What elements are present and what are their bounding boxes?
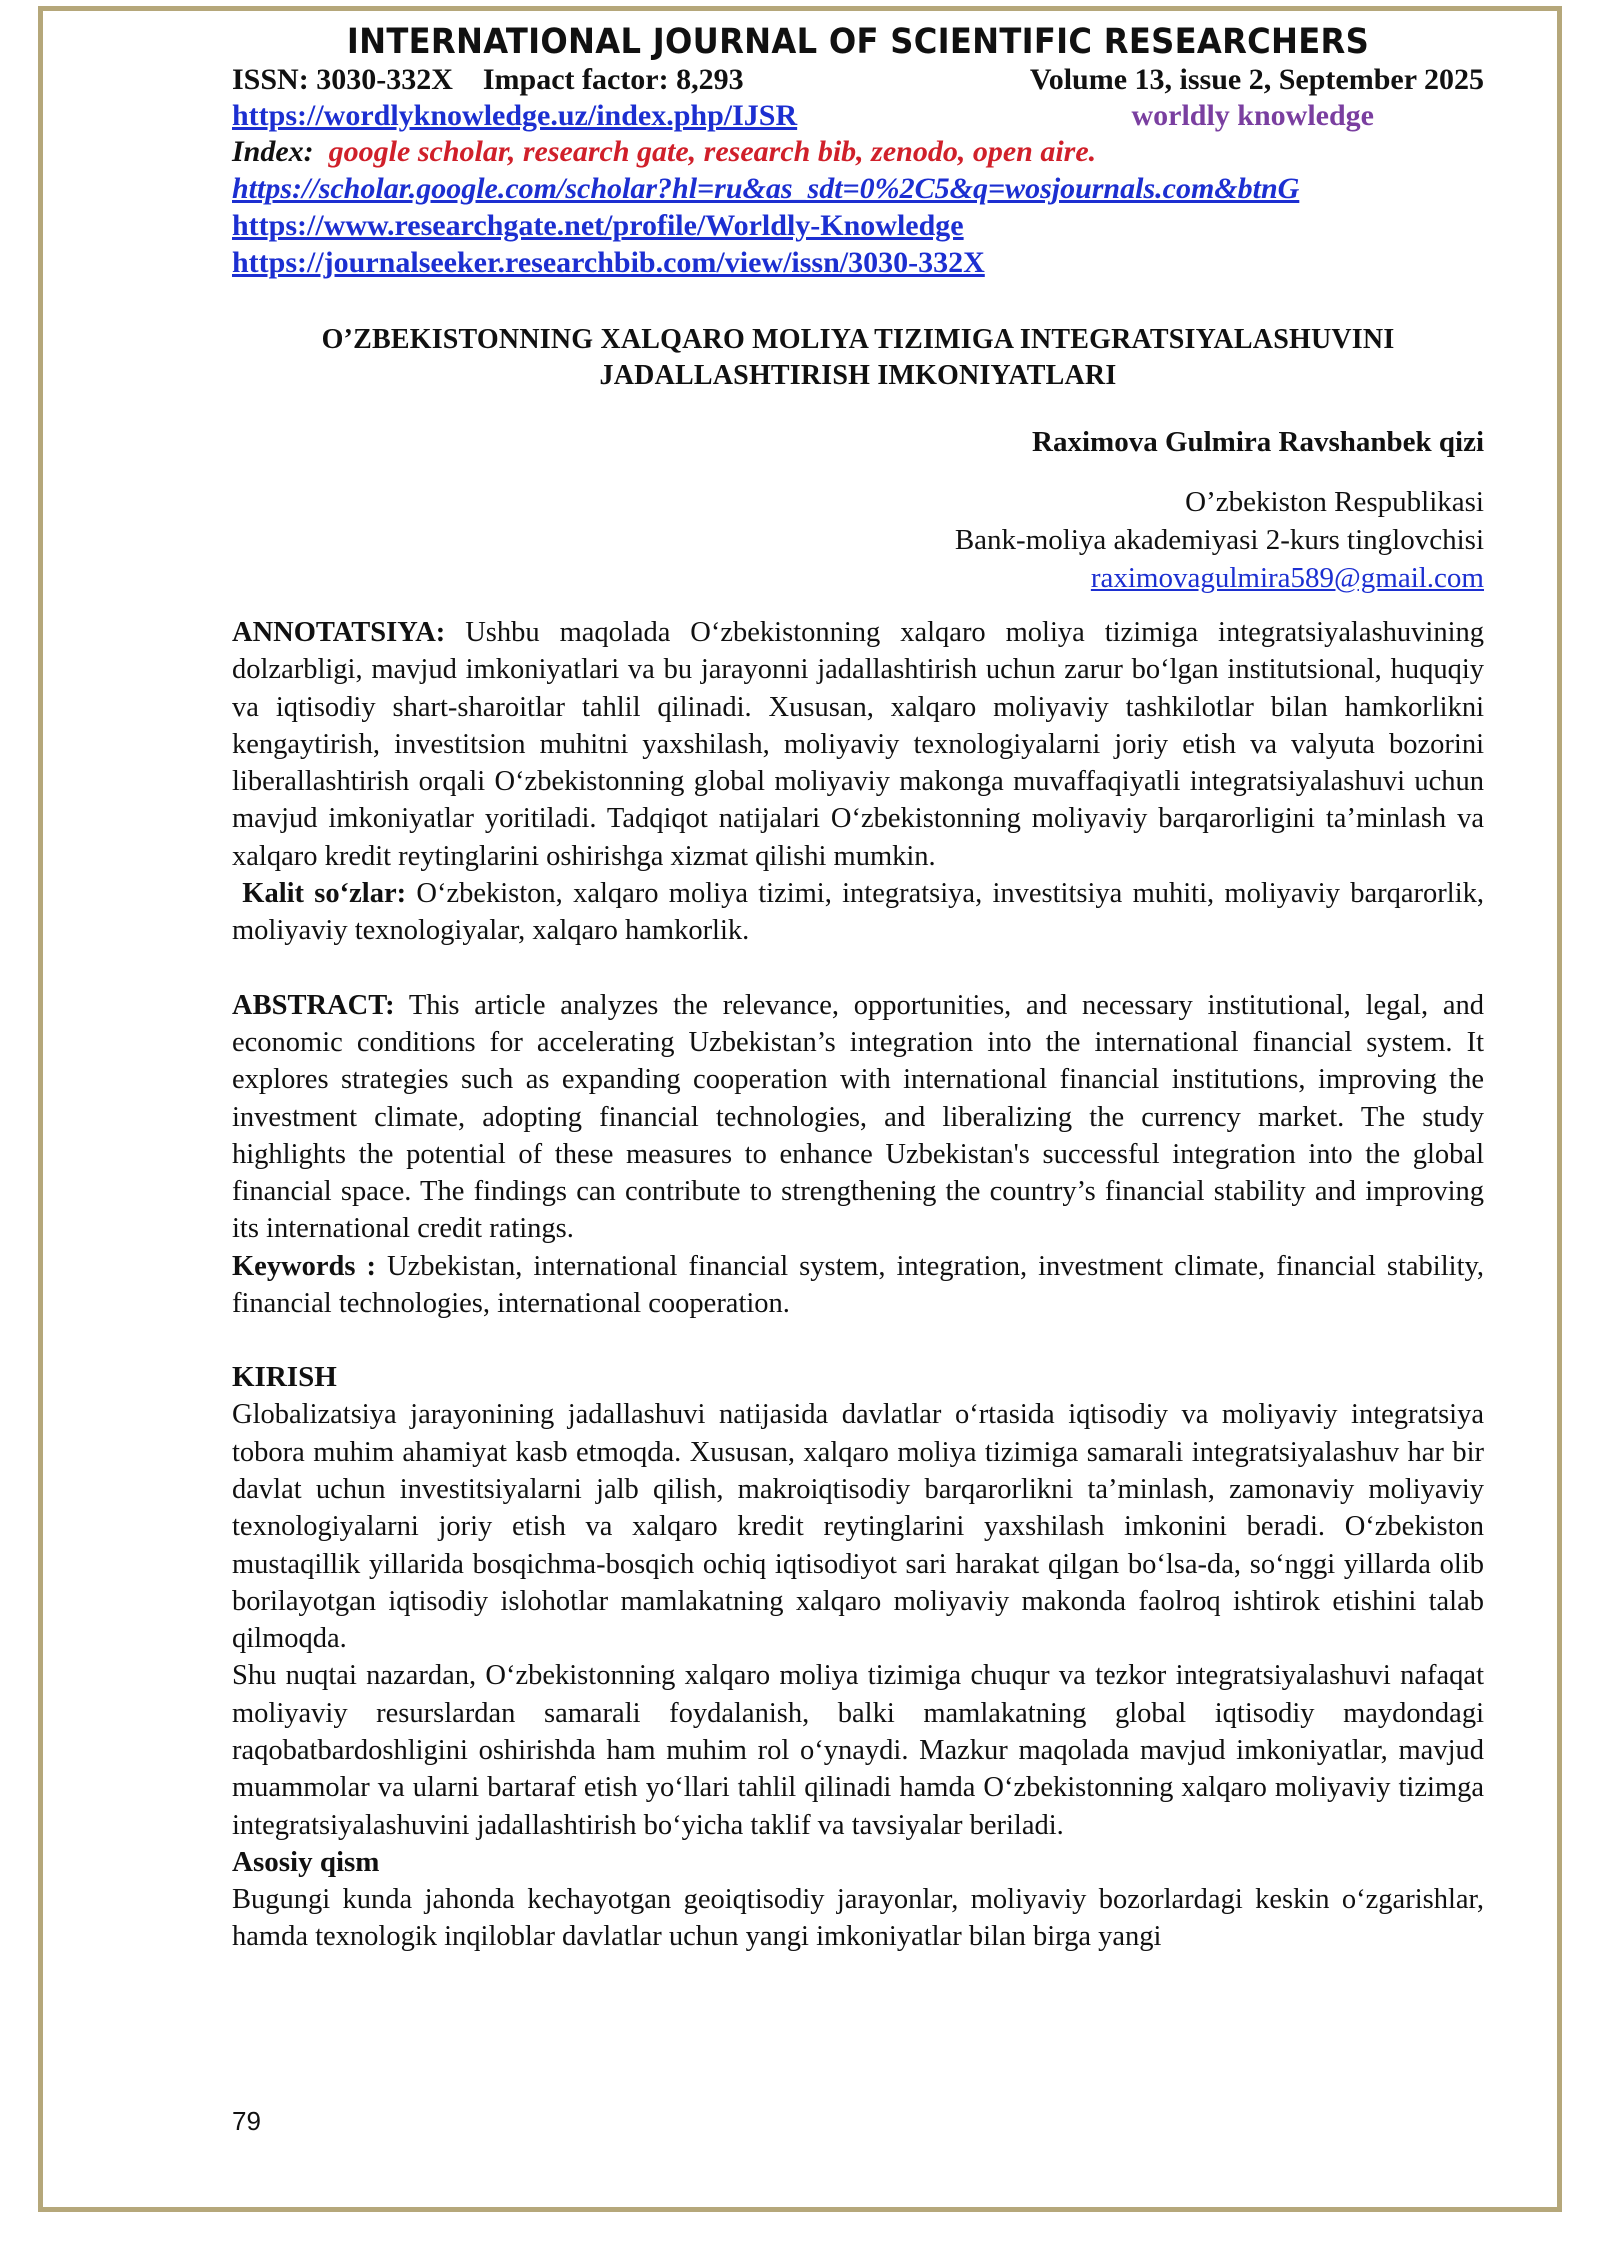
index-label: Index: bbox=[232, 135, 314, 168]
scholar-link[interactable]: https://scholar.google.com/scholar?hl=ru&as_sdt=0%2C5&q=wosjournals.com&btnG bbox=[232, 172, 1300, 205]
keywords-paragraph bbox=[232, 1248, 1484, 1323]
annotatsiya-paragraph bbox=[232, 614, 1484, 875]
affiliation-institution: Bank-moliya akademiyasi 2-kurs tinglovchisi bbox=[954, 524, 1484, 556]
journal-url-link[interactable]: https://wordlyknowledge.uz/index.php/IJSR bbox=[232, 99, 798, 132]
journal-meta-row bbox=[232, 62, 1484, 98]
annotatsiya-label: ANNOTATSIYA: bbox=[232, 617, 446, 648]
index-list: google scholar, research gate, research bib, zenodo, open aire. bbox=[328, 135, 1097, 168]
abstract-label: ABSTRACT: bbox=[232, 989, 395, 1021]
researchgate-link-line bbox=[232, 207, 1484, 244]
kirish-paragraph-1: Globalizatsiya jarayonining jadallashuvi natijasida davlatlar o‘rtasida iqtisodiy va moliyaviy integratsiya tobora muhim ahamiyat kasb etmoqda. Xususan, xalqaro moliya tizimiga samarali integratsiyalashuv har bir davlat uchun investitsiyalarni jalb qilish, makroiqtisodiy barqarorlikni ta’minlash, zamonaviy moliyaviy texnologiyalarni joriy etish va xalqaro kredit reytinglarini yaxshilash imkonini beradi. O‘zbekiston mustaqillik yillarida bosqichma-bosqich ochiq iqtisodiyot sari harakat qilgan bo‘lsa-da, so‘nggi yillarda olib borilayotgan iqtisodiy islohotlar mamlakatning xalqaro moliyaviy makonda faolroq ishtirok etishini talab qilmoqda. bbox=[232, 1399, 1484, 1655]
journal-url-row bbox=[232, 98, 1484, 134]
scholar-link-line bbox=[232, 170, 1484, 207]
paper-title-line1: O’ZBEKISTONNING XALQARO MOLIYA TIZIMIGA INTEGRATSIYALASHUVINI bbox=[321, 324, 1395, 355]
affiliation-country: O’zbekiston Respublikasi bbox=[1185, 486, 1484, 518]
journal-title: INTERNATIONAL JOURNAL OF SCIENTIFIC RESEARCHERS bbox=[346, 22, 1370, 62]
author-name: Raximova Gulmira Ravshanbek qizi bbox=[1032, 426, 1484, 458]
asosiy-qism-heading: Asosiy qism bbox=[232, 1845, 380, 1878]
keywords-text: Uzbekistan, international financial system, integration, investment climate, financial stability, financial technologies, international cooperation. bbox=[232, 1250, 1485, 1320]
kalit-sozlar-label: Kalit so‘zlar: bbox=[242, 878, 407, 910]
kalit-sozlar-paragraph bbox=[232, 875, 1484, 950]
affiliation bbox=[232, 483, 1484, 597]
kirish-heading: KIRISH bbox=[232, 1361, 337, 1394]
index-line bbox=[232, 134, 1484, 170]
page-content bbox=[232, 22, 1484, 1956]
page-number: 79 bbox=[232, 2106, 261, 2136]
researchbib-link[interactable]: https://journalseeker.researchbib.com/view/issn/3030-332X bbox=[232, 246, 985, 279]
paper-title bbox=[232, 322, 1484, 394]
volume-issue: Volume 13, issue 2, September 2025 bbox=[1029, 63, 1484, 96]
kalit-sozlar-text: O‘zbekiston, xalqaro moliya tizimi, integratsiya, investitsiya muhiti, moliyaviy barqarorlik, moliyaviy texnologiyalar, xalqaro hamkorlik. bbox=[232, 878, 1484, 947]
issn-impact: ISSN: 3030-332X Impact factor: 8,293 bbox=[232, 63, 744, 96]
asosiy-qism-paragraph-1: Bugungi kunda jahonda kechayotgan geoiqtisodiy jarayonlar, moliyaviy bozorlardagi keskin o‘zgarishlar, hamda texnologik inqiloblar davlatlar uchun yangi imkoniyatlar bilan birga yangi bbox=[232, 1883, 1484, 1953]
keywords-label: Keywords : bbox=[232, 1250, 377, 1282]
author-email-link[interactable]: raximovagulmira589@gmail.com bbox=[1090, 562, 1484, 594]
researchgate-link[interactable]: https://www.researchgate.net/profile/Worldly-Knowledge bbox=[232, 209, 964, 242]
publisher-name: worldly knowledge bbox=[1131, 99, 1374, 132]
annotatsiya-text: Ushbu maqolada O‘zbekistonning xalqaro moliya tizimiga integratsiyalashuvining dolzarbligi, mavjud imkoniyatlari va bu jarayonni jadallashtirish uchun zarur bo‘lgan institutsional, huquqiy va iqtisodiy shart-sharoitlar tahlil qilinadi. Xususan, xalqaro moliyaviy tashkilotlar bilan hamkorlikni kengaytirish, investitsion muhitni yaxshilash, moliyaviy texnologiyalarni joriy etish va valyuta bozorini liberallashtirish orqali O‘zbekistonning global moliyaviy makonga muvaffaqiyatli integratsiyalashuvi uchun mavjud imkoniyatlar yoritiladi. Tadqiqot natijalari O‘zbekistonning moliyaviy barqarorligini ta’minlash va xalqaro kredit reytinglarini oshirishga xizmat qilishi mumkin. bbox=[232, 617, 1484, 872]
abstract-paragraph bbox=[232, 987, 1484, 1248]
researchbib-link-line bbox=[232, 244, 1484, 281]
paper-title-line2: JADALLASHTIRISH IMKONIYATLARI bbox=[599, 360, 1117, 391]
kirish-paragraph-2: Shu nuqtai nazardan, O‘zbekistonning xalqaro moliya tizimiga chuqur va tezkor integratsiyalashuvi nafaqat moliyaviy resurslardan samarali foydalanish, balki mamlakatning global iqtisodiy maydondagi raqobatbardoshligini oshirishda ham muhim rol o‘ynaydi. Mazkur maqolada mavjud imkoniyatlar, mavjud muammolar va ularni bartaraf etish yo‘llari tahlil qilinadi hamda O‘zbekistonning xalqaro moliyaviy tizimga integratsiyalashuvini jadallashtirish bo‘yicha taklif va tavsiyalar beriladi. bbox=[232, 1660, 1484, 1841]
abstract-text: This article analyzes the relevance, opportunities, and necessary institutional, legal, and economic conditions for accelerating Uzbekistan’s integration into the international financial system. It explores strategies such as expanding cooperation with international financial institutions, improving the investment climate, adopting financial technologies, and liberalizing the currency market. The study highlights the potential of these measures to enhance Uzbekistan's successful integration into the global financial space. The findings can contribute to strengthening the country’s financial stability and improving its international credit ratings. bbox=[232, 989, 1484, 1245]
